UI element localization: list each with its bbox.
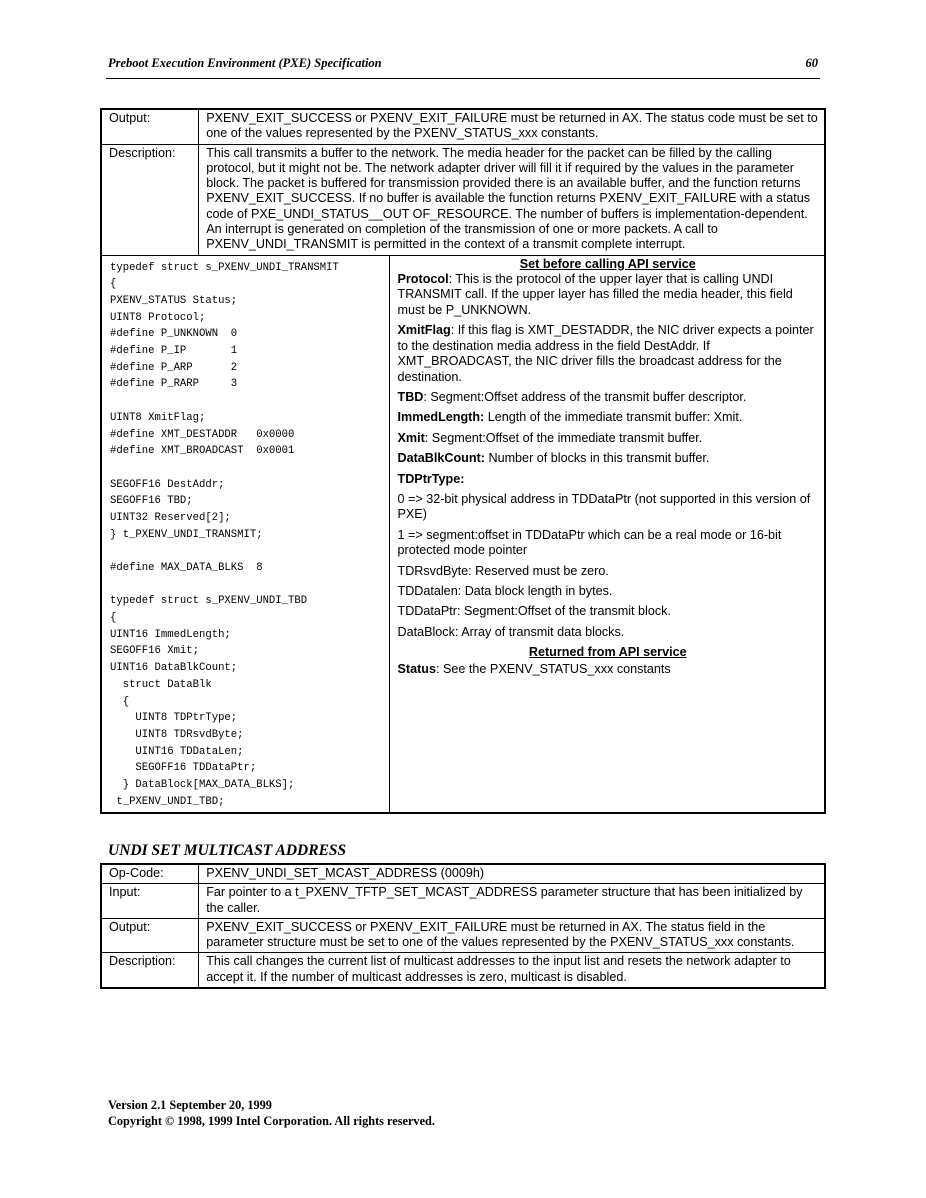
- row-label: Output:: [101, 918, 199, 953]
- code-line: struct DataBlk: [110, 678, 212, 691]
- code-line: UINT8 XmitFlag;: [110, 411, 206, 424]
- code-line: UINT16 TDDataLen;: [110, 745, 244, 758]
- status-field: Status: See the PXENV_STATUS_xxx constants: [397, 661, 671, 676]
- code-line: [110, 460, 385, 477]
- row-text: Far pointer to a t_PXENV_TFTP_SET_MCAST_ADDRESS parameter structure that has been initialized by the caller.: [199, 884, 825, 919]
- code-line: [110, 543, 385, 560]
- code-line: #define P_ARP 2: [110, 361, 238, 374]
- code-line: SEGOFF16 TBD;: [110, 495, 193, 508]
- code-line: UINT16 ImmedLength;: [110, 628, 231, 641]
- code-line: #define P_RARP 3: [110, 378, 238, 391]
- field-text: Segment:Offset of the immediate transmit buffer.: [431, 430, 703, 445]
- code-line: SEGOFF16 TDDataPtr;: [110, 762, 257, 775]
- field-name: Xmit: [397, 430, 425, 445]
- field-name: TBD: [397, 389, 424, 404]
- field-name: Protocol: [397, 272, 449, 287]
- field-item: DataBlock: Array of transmit data blocks.: [397, 624, 625, 639]
- page-footer: [108, 1097, 435, 1129]
- field-item: XmitFlag: If this flag is XMT_DESTADDR, the NIC driver expects a pointer to the destination media address in the field DestAddr. If XMT_BROADCAST, the NIC driver fills the broadcast address for the destination.: [397, 323, 814, 384]
- field-descriptions: [389, 256, 824, 813]
- set-before-heading: Set before calling API service: [519, 256, 696, 271]
- code-line: UINT8 Protocol;: [110, 311, 206, 324]
- row-text: This call changes the current list of multicast addresses to the input list and resets the network adapter to accept it. If the number of multicast addresses is zero, multicast is disabled.: [199, 953, 825, 988]
- field-text: Length of the immediate transmit buffer: Xmit.: [487, 410, 743, 425]
- row-label: Input:: [101, 884, 199, 919]
- code-line: #define P_UNKNOWN 0: [110, 328, 238, 341]
- field-text: If this flag is XMT_DESTADDR, the NIC driver expects a pointer to the destination media address in the field DestAddr. If XMT_BROADCAST, the NIC driver fills the broadcast address for the destination.: [397, 323, 814, 384]
- field-item: [398, 472, 819, 487]
- description-text: This call transmits a buffer to the network. The media header for the packet can be filled by the calling protocol, but it might not be. The network adapter driver will fill it if required by the values in the parameter block. The packet is buffered for transmission provided there is an available buffer, and the function returns PXENV_EXIT_SUCCESS. If no buffer is available the function returns PXENV_EXIT_FAILURE with a status code of PXE_UNDI_STATUS__OUT OF_RESOURCE. The number of buffers is implementation-dependent. An interrupt is generated on completion of the transmission of one or more packets. A call to PXENV_UNDI_TRANSMIT is permitted in the context of a transmit complete interrupt.: [199, 144, 825, 255]
- section-title: UNDI SET MULTICAST ADDRESS: [108, 842, 347, 859]
- table-row: [101, 144, 825, 255]
- field-name: TDPtrType:: [397, 471, 465, 486]
- code-line: [110, 577, 385, 594]
- field-item: Protocol: This is the protocol of the upper layer that is calling UNDI TRANSMIT call. If the upper layer has filled the media header, this field must be P_UNKNOWN.: [397, 272, 793, 317]
- code-line: UINT16 DataBlkCount;: [110, 662, 238, 675]
- field-name: ImmedLength:: [397, 410, 485, 425]
- field-item: 1 => segment:offset in TDDataPtr which can be a real mode or 16-bit protected mode pointer: [397, 527, 782, 558]
- code-line: UINT8 TDPtrType;: [110, 712, 238, 725]
- field-item: TDRsvdByte: Reserved must be zero.: [397, 563, 609, 578]
- code-line: #define XMT_BROADCAST 0x0001: [110, 445, 295, 458]
- code-line: #define P_IP 1: [110, 345, 238, 358]
- code-line: typedef struct s_PXENV_UNDI_TBD: [110, 595, 308, 608]
- code-line: PXENV_STATUS Status;: [110, 295, 238, 308]
- table-row: [101, 864, 825, 884]
- copyright-line: Copyright © 1998, 1999 Intel Corporation. All rights reserved.: [108, 1114, 435, 1128]
- field-item: TDDatalen: Data block length in bytes.: [397, 583, 613, 598]
- row-text: PXENV_UNDI_SET_MCAST_ADDRESS (0009h): [199, 864, 825, 884]
- code-line: UINT32 Reserved[2];: [110, 511, 231, 524]
- version-line: Version 2.1 September 20, 1999: [108, 1098, 272, 1112]
- page-number: 60: [805, 56, 818, 70]
- field-text: Number of blocks in this transmit buffer.: [488, 451, 710, 466]
- field-item: Xmit: Segment:Offset of the immediate transmit buffer.: [397, 430, 703, 445]
- tbd-field-list: [398, 492, 819, 640]
- field-name: DataBlkCount:: [397, 451, 485, 466]
- row-label: Op-Code:: [101, 864, 199, 884]
- code-line: } t_PXENV_UNDI_TRANSMIT;: [110, 528, 263, 541]
- field-item: [398, 451, 819, 466]
- field-item: TDDataPtr: Segment:Offset of the transmit block.: [397, 604, 671, 619]
- table-row: [101, 255, 825, 813]
- field-name: XmitFlag: [397, 323, 451, 338]
- struct-code-block: [102, 256, 389, 813]
- transmit-api-table: [100, 108, 826, 814]
- code-line: #define MAX_DATA_BLKS 8: [110, 562, 263, 575]
- code-line: {: [110, 612, 117, 625]
- code-line: SEGOFF16 Xmit;: [110, 645, 200, 658]
- output-text: PXENV_EXIT_SUCCESS or PXENV_EXIT_FAILURE must be returned in AX. The status code must be set to one of the values represented by the PXENV_STATUS_xxx constants.: [199, 109, 825, 144]
- code-line: [110, 393, 385, 410]
- field-list: [398, 272, 819, 487]
- table-row: [101, 953, 825, 988]
- code-line: {: [110, 695, 130, 708]
- row-label: Description:: [101, 144, 199, 255]
- code-line: t_PXENV_UNDI_TBD;: [110, 795, 225, 808]
- row-label: Description:: [101, 953, 199, 988]
- code-line: typedef struct s_PXENV_UNDI_TRANSMIT: [110, 261, 339, 274]
- code-line: } DataBlock[MAX_DATA_BLKS];: [110, 778, 295, 791]
- row-text: PXENV_EXIT_SUCCESS or PXENV_EXIT_FAILURE must be returned in AX. The status field in the parameter structure must be set to one of the values represented by the PXENV_STATUS_xxx constants.: [199, 918, 825, 953]
- code-line: UINT8 TDRsvdByte;: [110, 728, 244, 741]
- table-row: [101, 884, 825, 919]
- field-item: 0 => 32-bit physical address in TDDataPtr (not supported in this version of PXE): [397, 491, 811, 522]
- document-title: Preboot Execution Environment (PXE) Specification: [108, 56, 382, 70]
- field-item: TBD: Segment:Offset address of the transmit buffer descriptor.: [397, 389, 747, 404]
- multicast-api-table: [100, 863, 826, 989]
- code-line: {: [110, 278, 117, 291]
- field-text: This is the protocol of the upper layer that is calling UNDI TRANSMIT call. If the upper layer has filled the media header, this field must be P_UNKNOWN.: [397, 272, 793, 317]
- field-item: [398, 410, 819, 425]
- field-text: Segment:Offset address of the transmit buffer descriptor.: [430, 389, 747, 404]
- table-row: [101, 109, 825, 144]
- header-rule: [106, 78, 820, 79]
- code-line: #define XMT_DESTADDR 0x0000: [110, 428, 295, 441]
- row-label: Output:: [101, 109, 199, 144]
- page-header: [108, 56, 818, 74]
- returned-heading: Returned from API service: [528, 645, 687, 660]
- code-line: SEGOFF16 DestAddr;: [110, 478, 225, 491]
- table-row: [101, 918, 825, 953]
